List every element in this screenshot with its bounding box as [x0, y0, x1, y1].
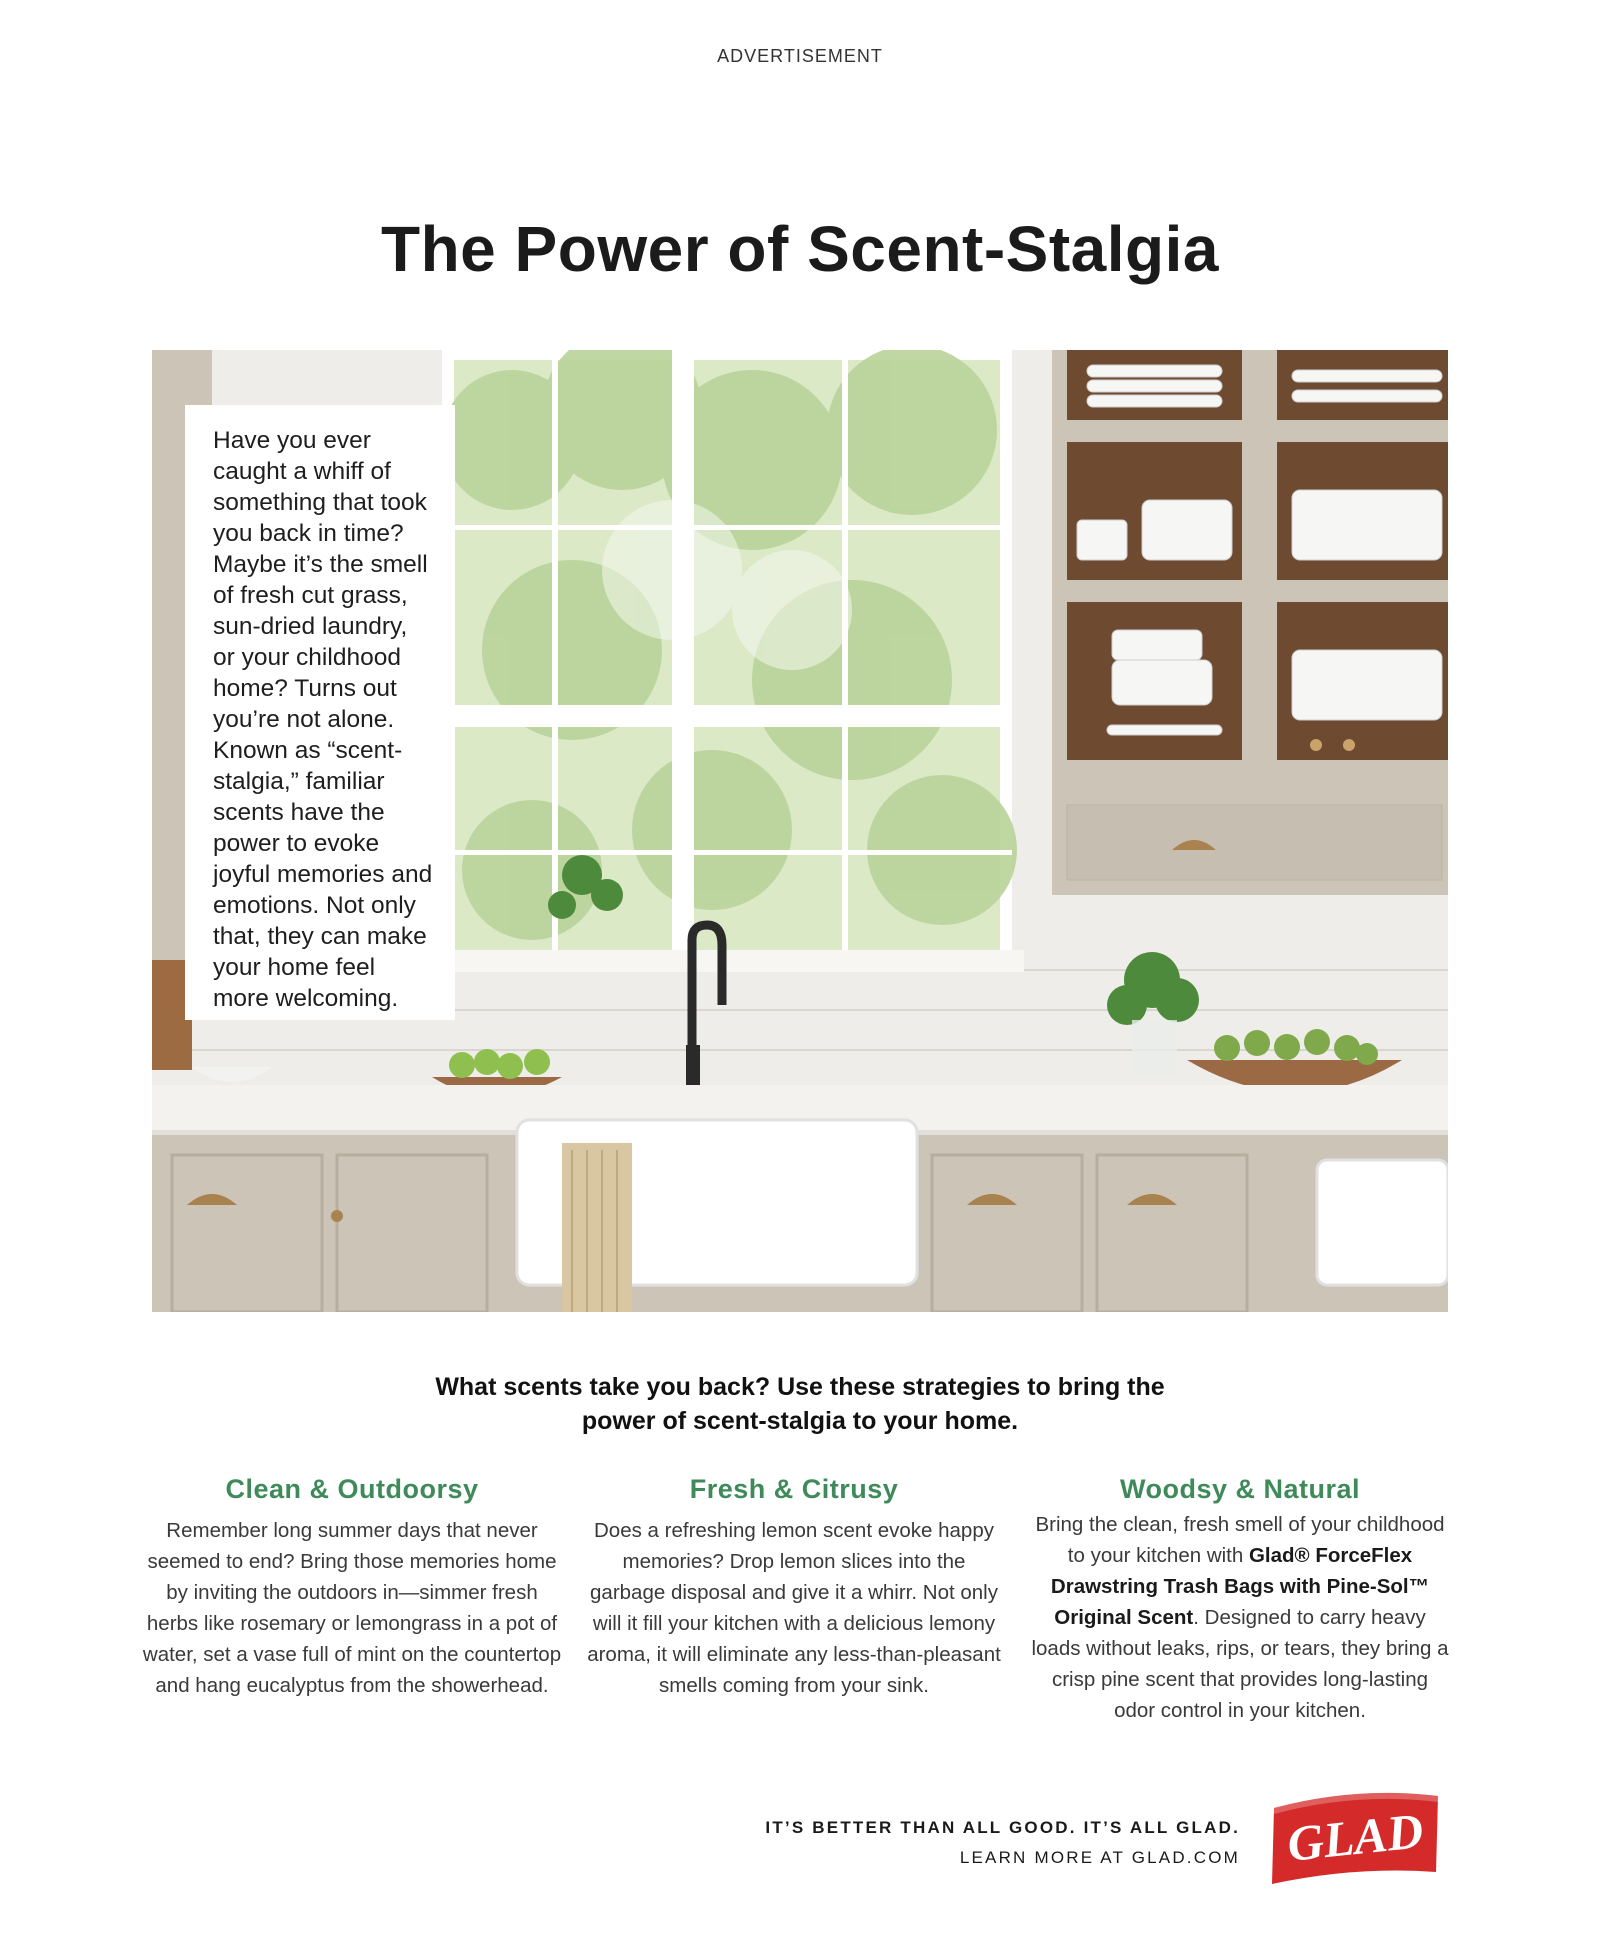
headline: The Power of Scent-Stalgia — [380, 213, 1220, 285]
column-fresh-citrusy — [584, 1474, 1004, 1701]
column-body: Remember long summer days that never seemed to end? Bring those memories home by inviting the outdoors in—simmer fresh herbs like rosemary or lemongrass in a pot of water, set a vase full of mint on the countertop and hang eucalyptus from the showerhead. — [142, 1519, 562, 1697]
body-before: Bring the clean, fresh smell of your childhood to your kitchen with — [1035, 1513, 1445, 1567]
advertisement-label: ADVERTISEMENT — [717, 46, 883, 66]
intro-text-box — [185, 405, 455, 1020]
body-after: . Designed to carry heavy loads without leaks, rips, or tears, they bring a crisp pine scent that provides long-lasting odor control in your kitchen. — [1031, 1606, 1449, 1722]
product-name: Glad® ForceFlex Drawstring Trash Bags with Pine-Sol™ Original Scent — [1050, 1544, 1430, 1629]
intro-paragraph: Have you ever caught a whiff of something that took you back in time? Maybe it’s the smell of fresh cut grass, sun-dried laundry, or your childhood home? Turns out you’re not alone. Known as “scent-stalgia,” familiar scents have the power to evoke joyful memories and emotions. Not only that, they can make your home feel more welcoming. — [213, 427, 433, 1012]
glad-logo — [1266, 1788, 1444, 1888]
column-clean-outdoorsy — [142, 1474, 562, 1701]
tagline: IT’S BETTER THAN ALL GOOD. IT’S ALL GLAD. — [765, 1818, 1240, 1837]
logo-wordmark: GLAD — [1284, 1802, 1426, 1872]
column-body — [1030, 1509, 1450, 1726]
learn-more-link[interactable]: LEARN MORE AT GLAD.COM — [959, 1848, 1240, 1867]
column-title: Clean & Outdoorsy — [225, 1474, 479, 1504]
column-body: Does a refreshing lemon scent evoke happy memories? Drop lemon slices into the garbage disposal and give it a whirr. Not only will it fill your kitchen with a delicious lemony aroma, it will eliminate any less-than-pleasant smells coming from your sink. — [587, 1519, 1001, 1697]
column-woodsy-natural — [1030, 1474, 1450, 1726]
column-title: Fresh & Citrusy — [689, 1474, 899, 1504]
strategies-subhead: What scents take you back? Use these strategies to bring the power of scent-stalgia to your home. — [435, 1373, 1165, 1435]
column-title: Woodsy & Natural — [1119, 1474, 1361, 1504]
